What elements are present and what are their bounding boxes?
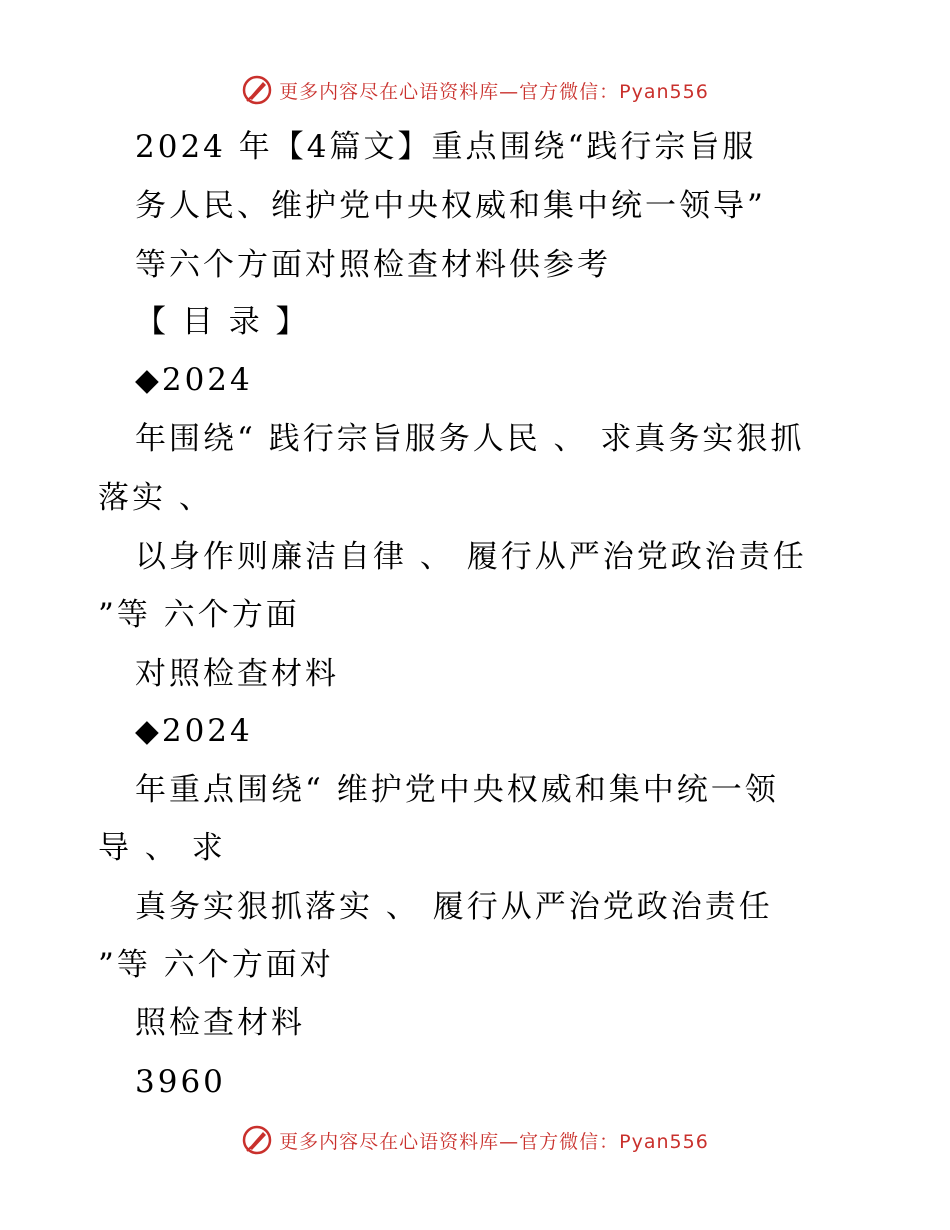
doc-title-line-2: 务人民、维护党中央权威和集中统一领导” xyxy=(135,188,766,224)
toc-heading: 【 目 录 】 xyxy=(135,304,310,340)
watermark-text: 更多内容尽在心语资料库—官方微信：Pyan556 xyxy=(279,1130,709,1153)
toc-entry-line: ”等 六个方面对 xyxy=(98,947,334,983)
toc-entry-marker: ◆2024 xyxy=(135,362,253,398)
toc-entry-marker: ◆2024 xyxy=(135,713,253,749)
toc-entry-line: 年重点围绕“ 维护党中央权威和集中统一领 xyxy=(135,772,779,808)
quill-logo-icon xyxy=(241,1124,273,1156)
doc-title-line-3: 等六个方面对照检查材料供参考 xyxy=(135,247,611,283)
toc-entry-line: 年围绕“ 践行宗旨服务人民 、 求真务实狠抓 xyxy=(135,421,805,457)
toc-entry-line: ”等 六个方面 xyxy=(98,597,300,633)
watermark-text: 更多内容尽在心语资料库—官方微信：Pyan556 xyxy=(279,80,709,103)
word-count: 3960 xyxy=(135,1064,226,1100)
toc-entry-line: 落实 、 xyxy=(98,480,213,516)
toc-entry-line: 照检查材料 xyxy=(135,1005,305,1041)
watermark-banner-bottom xyxy=(0,1120,950,1160)
doc-title-line-1: 2024 年【4篇文】重点围绕“践行宗旨服 xyxy=(135,129,757,165)
toc-entry-line: 导 、 求 xyxy=(98,830,226,866)
toc-entry-line: 真务实狠抓落实 、 履行从严治党政治责任 xyxy=(135,889,773,925)
toc-entry-line: 以身作则廉洁自律 、 履行从严治党政治责任 xyxy=(135,539,807,575)
toc-entry-line: 对照检查材料 xyxy=(135,656,339,692)
